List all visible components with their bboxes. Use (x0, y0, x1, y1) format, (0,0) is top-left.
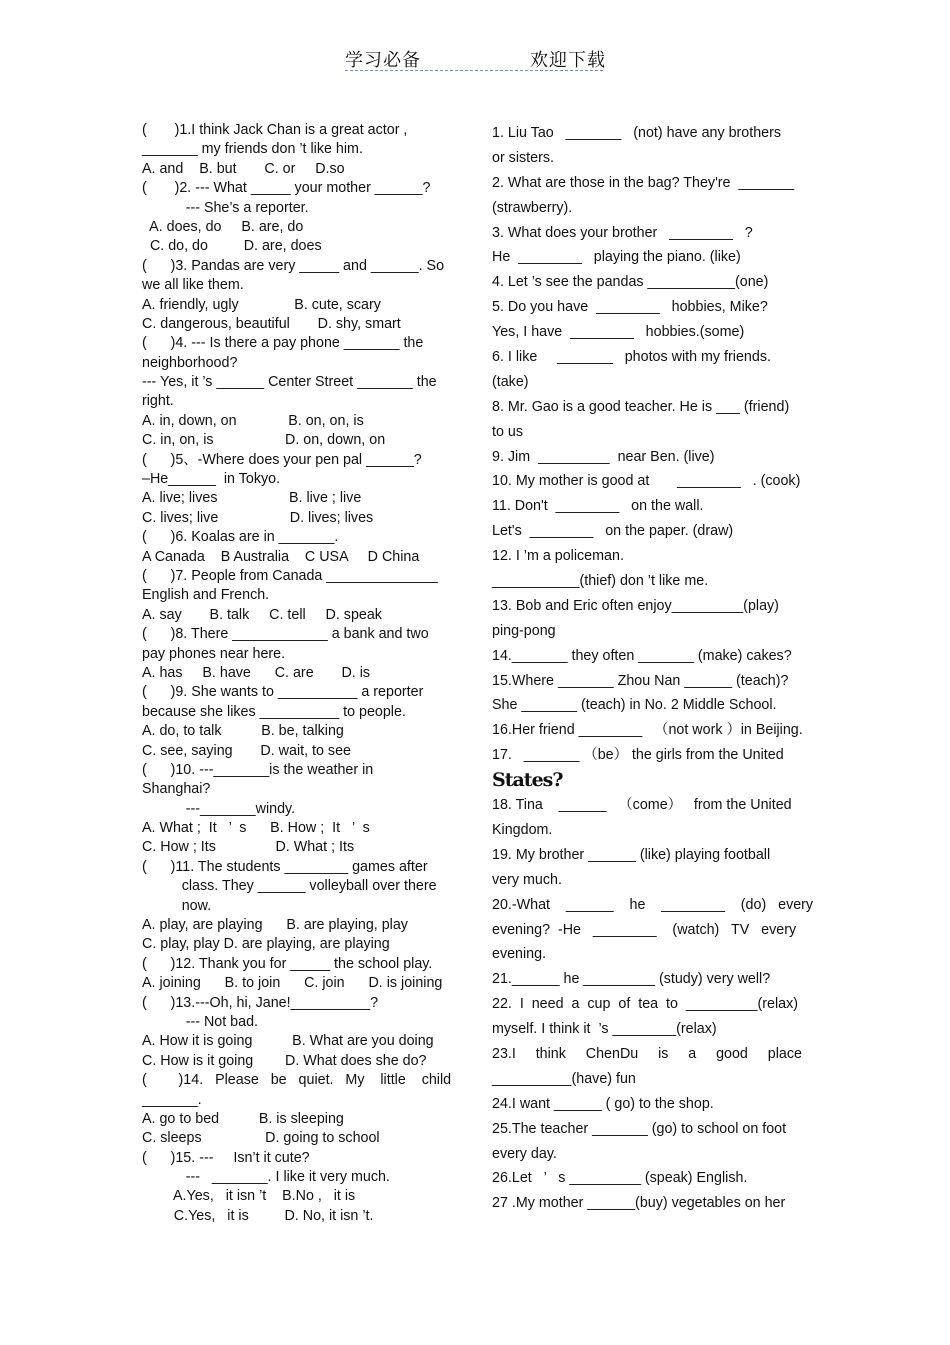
exercise-line: 18. Tina ______ （come） from the United (492, 797, 792, 814)
question-line: C. sleeps D. going to school (142, 1130, 380, 1147)
exercise-line: evening? -He ________ (watch) TV every (492, 921, 797, 938)
question-line: C.Yes, it is D. No, it isn ’t. (142, 1207, 374, 1224)
exercise-line: to us (492, 423, 523, 440)
question-line: _______. (142, 1091, 202, 1108)
exercise-line: 1. Liu Tao _______ (not) have any brothers (492, 125, 782, 141)
question-line: ( )4. --- Is there a pay phone _______ the (142, 335, 424, 352)
exercise-line: 27 .My mother ______(buy) vegetables on her (492, 1195, 786, 1212)
exercise-line: every day. (492, 1145, 557, 1162)
question-line: ( )14. Please be quiet. My little child (142, 1072, 452, 1089)
exercise-line: 4. Let ’s see the pandas ___________(one) (492, 274, 769, 291)
question-line: C. How ; Its D. What ; Its (142, 839, 355, 856)
exercise-line: 12. I ’m a policeman. (492, 548, 624, 565)
fill-in-blank-column (492, 121, 812, 1216)
header-divider (345, 70, 603, 71)
question-line: ( )1.I think Jack Chan is a great actor , (142, 122, 408, 138)
exercise-line: 14._______ they often _______ (make) cakes? (492, 647, 792, 664)
question-line: A. say B. talk C. tell D. speak (142, 606, 382, 623)
exercise-line: 13. Bob and Eric often enjoy_________(play) (492, 597, 779, 614)
exercise-line: 10. My mother is good at ________ . (cook) (492, 473, 801, 490)
question-line: A Canada B Australia C USA D China (142, 548, 420, 565)
exercise-line: 20.-What ______ he ________ (do) every (492, 896, 814, 913)
question-line: ( )5、-Where does your pen pal ______? (142, 451, 422, 468)
question-line: ( )7. People from Canada ______________ (142, 567, 438, 584)
question-line: we all like them. (142, 277, 244, 294)
exercise-line: She _______ (teach) in No. 2 Middle School. (492, 697, 777, 714)
exercise-line: 19. My brother ______ (like) playing football (492, 846, 771, 863)
exercise-line: 3. What does your brother ________ ? (492, 224, 753, 241)
question-line: ( )11. The students ________ games after (142, 858, 428, 875)
question-line: ( )3. Pandas are very _____ and ______. So (142, 257, 445, 274)
question-line: class. They ______ volleyball over there (142, 878, 437, 895)
question-line: A.Yes, it isn ’t B.No , it is (142, 1188, 356, 1205)
question-line: A. friendly, ugly B. cute, scary (142, 296, 381, 313)
question-line: ( )9. She wants to __________ a reporter (142, 684, 424, 701)
question-line: right. (142, 393, 174, 410)
exercise-line: or sisters. (492, 149, 554, 166)
question-line: ( )10. ---_______is the weather in (142, 761, 374, 778)
question-line: ( )6. Koalas are in _______. (142, 529, 339, 546)
question-line: C. do, do D. are, does (142, 238, 322, 255)
exercise-line: (take) (492, 373, 529, 390)
exercise-line: Yes, I have ________ hobbies.(some) (492, 324, 745, 341)
exercise-line: 16.Her friend ________ （not work ）in Beijing. (492, 722, 803, 739)
exercise-line: 24.I want ______ ( go) to the shop. (492, 1095, 714, 1112)
question-line: C. lives; live D. lives; lives (142, 509, 374, 526)
question-line: A. play, are playing B. are playing, play (142, 917, 408, 934)
question-line: ( )8. There ____________ a bank and two (142, 626, 429, 643)
exercise-line: 17. _______ （be） the girls from the United (492, 747, 784, 764)
question-line: –He______ in Tokyo. (142, 471, 281, 488)
header-left-text: 学习必备 (345, 50, 421, 71)
question-line: ---_______windy. (142, 800, 296, 817)
exercise-line: 15.Where _______ Zhou Nan ______ (teach)? (492, 672, 789, 689)
question-line: A. and B. but C. or D.so (142, 160, 345, 177)
question-line: A. live; lives B. live ; live (142, 490, 362, 507)
page-header (0, 46, 950, 76)
question-line: A. joining B. to join C. join D. is joining (142, 975, 443, 992)
question-line: _______ my friends don ’t like him. (142, 141, 363, 158)
exercise-line: evening. (492, 946, 547, 963)
exercise-line: 6. I like _______ photos with my friends. (492, 349, 771, 366)
question-line: because she likes __________ to people. (142, 703, 406, 720)
question-line: A. do, to talk B. be, talking (142, 723, 344, 740)
exercise-line: 9. Jim _________ near Ben. (live) (492, 448, 715, 465)
question-line: pay phones near here. (142, 645, 286, 662)
exercise-line: Kingdom. (492, 821, 553, 838)
question-line: English and French. (142, 587, 270, 604)
question-line: neighborhood? (142, 354, 238, 371)
question-line: ( )15. --- Isn’t it cute? (142, 1149, 310, 1166)
question-line: C. see, saying D. wait, to see (142, 742, 351, 759)
exercise-line: 11. Don't ________ on the wall. (492, 498, 704, 515)
question-line: A. How it is going B. What are you doing (142, 1033, 434, 1050)
exercise-line: Let's ________ on the paper. (draw) (492, 523, 734, 540)
question-line: C. play, play D. are playing, are playing (142, 936, 390, 953)
exercise-line: 2. What are those in the bag? They're _______ (492, 174, 795, 191)
question-line: now. (142, 897, 212, 914)
exercise-line: __________(have) fun (492, 1070, 636, 1087)
exercise-line: ___________(thief) don ’t like me. (492, 573, 709, 590)
exercise-line: 26.Let ’ s _________ (speak) English. (492, 1170, 748, 1187)
exercise-line: He ________ playing the piano. (like) (492, 249, 741, 266)
question-line: ( )2. --- What _____ your mother ______? (142, 180, 431, 197)
question-line: C. in, on, is D. on, down, on (142, 432, 386, 449)
exercise-line: 22. I need a cup of tea to _________(relax) (492, 996, 799, 1013)
exercise-line: 5. Do you have ________ hobbies, Mike? (492, 299, 768, 316)
question-line: ( )13.---Oh, hi, Jane!__________? (142, 994, 379, 1011)
exercise-line: ping-pong (492, 622, 556, 639)
question-line: C. How is it going D. What does she do? (142, 1052, 427, 1069)
header-right-text: 欢迎下载 (530, 50, 606, 71)
question-line: C. dangerous, beautiful D. shy, smart (142, 315, 401, 332)
question-line: --- Yes, it ’s ______ Center Street _______ the (142, 374, 437, 391)
exercise-line: 8. Mr. Gao is a good teacher. He is ___ (friend) (492, 398, 790, 415)
question-line: --- _______. I like it very much. (142, 1169, 390, 1186)
question-line: A. go to bed B. is sleeping (142, 1110, 344, 1127)
question-line: A. What ; It ’ s B. How ; It ’ s (142, 820, 370, 837)
question-line: ( )12. Thank you for _____ the school play. (142, 955, 433, 972)
question-line: Shanghai? (142, 781, 211, 798)
exercise-line: States? (492, 769, 563, 792)
question-line: --- She’s a reporter. (142, 199, 309, 216)
exercise-line: 23.I think ChenDu is a good place (492, 1045, 802, 1062)
exercise-line: myself. I think it ’s ________(relax) (492, 1021, 717, 1038)
question-line: A. does, do B. are, do (142, 218, 304, 235)
exercise-line: 25.The teacher _______ (go) to school on foot (492, 1120, 787, 1137)
question-line: A. in, down, on B. on, on, is (142, 412, 364, 429)
exercise-line: 21.______ he _________ (study) very well? (492, 971, 771, 988)
question-line: A. has B. have C. are D. is (142, 664, 371, 681)
exercise-line: very much. (492, 871, 562, 888)
exercise-line: (strawberry). (492, 199, 573, 216)
multiple-choice-column (142, 121, 462, 1226)
question-line: --- Not bad. (142, 1013, 258, 1030)
